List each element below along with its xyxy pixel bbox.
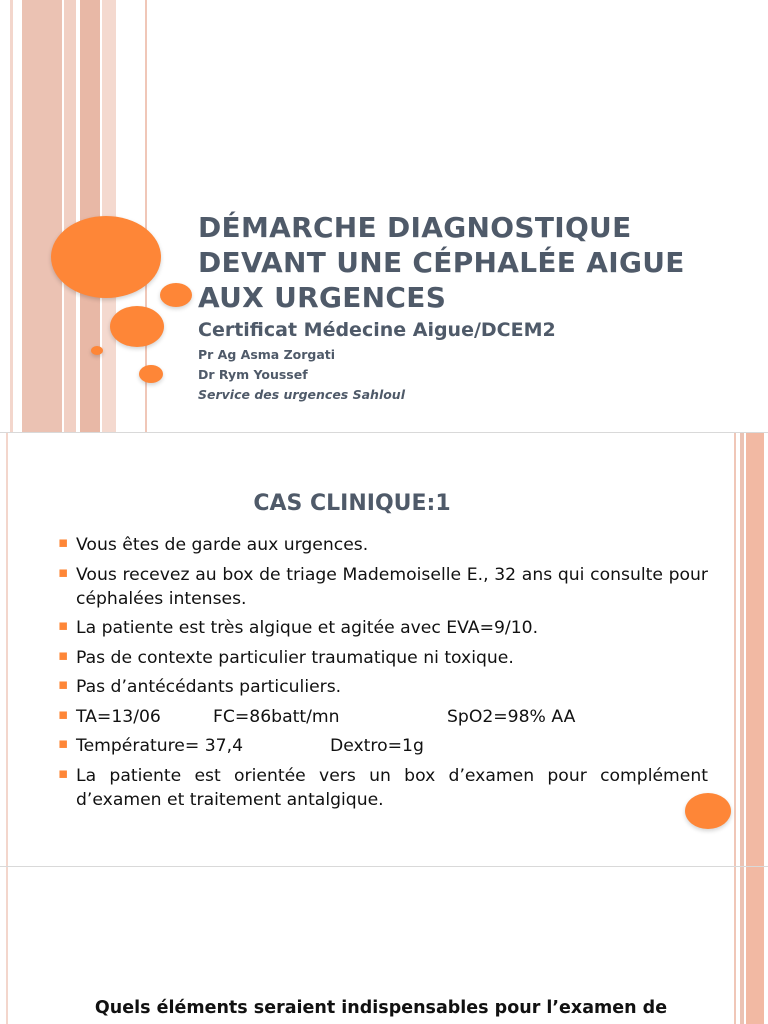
title-line: AUX URGENCES	[198, 281, 447, 314]
decor-stripe	[64, 0, 76, 432]
ta-value: TA=13/06	[76, 706, 161, 727]
slide-subtitle: Certificat Médecine Aigue/DCEM2	[198, 319, 556, 341]
decor-stripe	[746, 433, 764, 866]
square-bullet-icon: ▪	[58, 704, 69, 723]
square-bullet-icon: ▪	[58, 675, 69, 693]
list-item: ▪ La patiente est très algique et agitée avec EVA=9/10.	[58, 616, 708, 640]
title-slide	[0, 0, 768, 432]
title-line: DÉMARCHE DIAGNOSTIQUE	[198, 211, 632, 244]
decor-stripe	[740, 433, 744, 866]
decor-circle	[139, 365, 163, 383]
decor-stripe	[22, 0, 62, 432]
decor-circle	[160, 283, 192, 307]
question-text: Quels éléments seraient indispensables pour l’examen de	[94, 998, 668, 1018]
question-slide	[0, 867, 768, 1024]
square-bullet-icon: ▪	[58, 763, 69, 782]
temperature-item	[58, 734, 708, 758]
decor-circle-large	[51, 216, 161, 298]
service-name: Service des urgences Sahloul	[198, 387, 405, 402]
fc-value: FC=86batt/mn	[213, 706, 340, 727]
decor-circle-small	[91, 346, 103, 355]
square-bullet-icon: ▪	[58, 645, 69, 664]
temperature-value: Température= 37,4	[76, 736, 244, 756]
decor-stripe	[734, 433, 736, 866]
list-item: ▪ Pas d’antécédants particuliers.	[58, 675, 708, 699]
square-bullet-icon: ▪	[58, 616, 69, 634]
case-slide	[0, 433, 768, 866]
square-bullet-icon: ▪	[58, 734, 69, 752]
list-item: ▪ Pas de contexte particulier traumatique ni toxique.	[58, 646, 708, 670]
author-1: Pr Ag Asma Zorgati	[198, 347, 336, 362]
list-item: ▪ Vous êtes de garde aux urgences.	[58, 533, 708, 557]
case-bullet-list	[58, 533, 708, 817]
list-item: ▪ La patiente est orientée vers un box d’examen pour complément d’examen et traitement antalgique.	[58, 764, 708, 812]
dextro-value: Dextro=1g	[330, 736, 424, 756]
title-line: DEVANT UNE CÉPHALÉE AIGUE	[198, 246, 685, 279]
author-2: Dr Rym Youssef	[198, 367, 308, 382]
spo2-value: SpO2=98% AA	[447, 706, 576, 727]
case-title: CAS CLINIQUE:1	[253, 491, 451, 516]
square-bullet-icon: ▪	[58, 562, 69, 581]
decor-circle	[110, 306, 164, 347]
list-item: ▪ Vous recevez au box de triage Mademoiselle E., 32 ans qui consulte pour céphalées intenses.	[58, 563, 708, 611]
decor-stripe	[10, 0, 13, 432]
slide-title	[198, 210, 738, 315]
vitals-item	[58, 705, 708, 729]
square-bullet-icon: ▪	[58, 533, 69, 551]
